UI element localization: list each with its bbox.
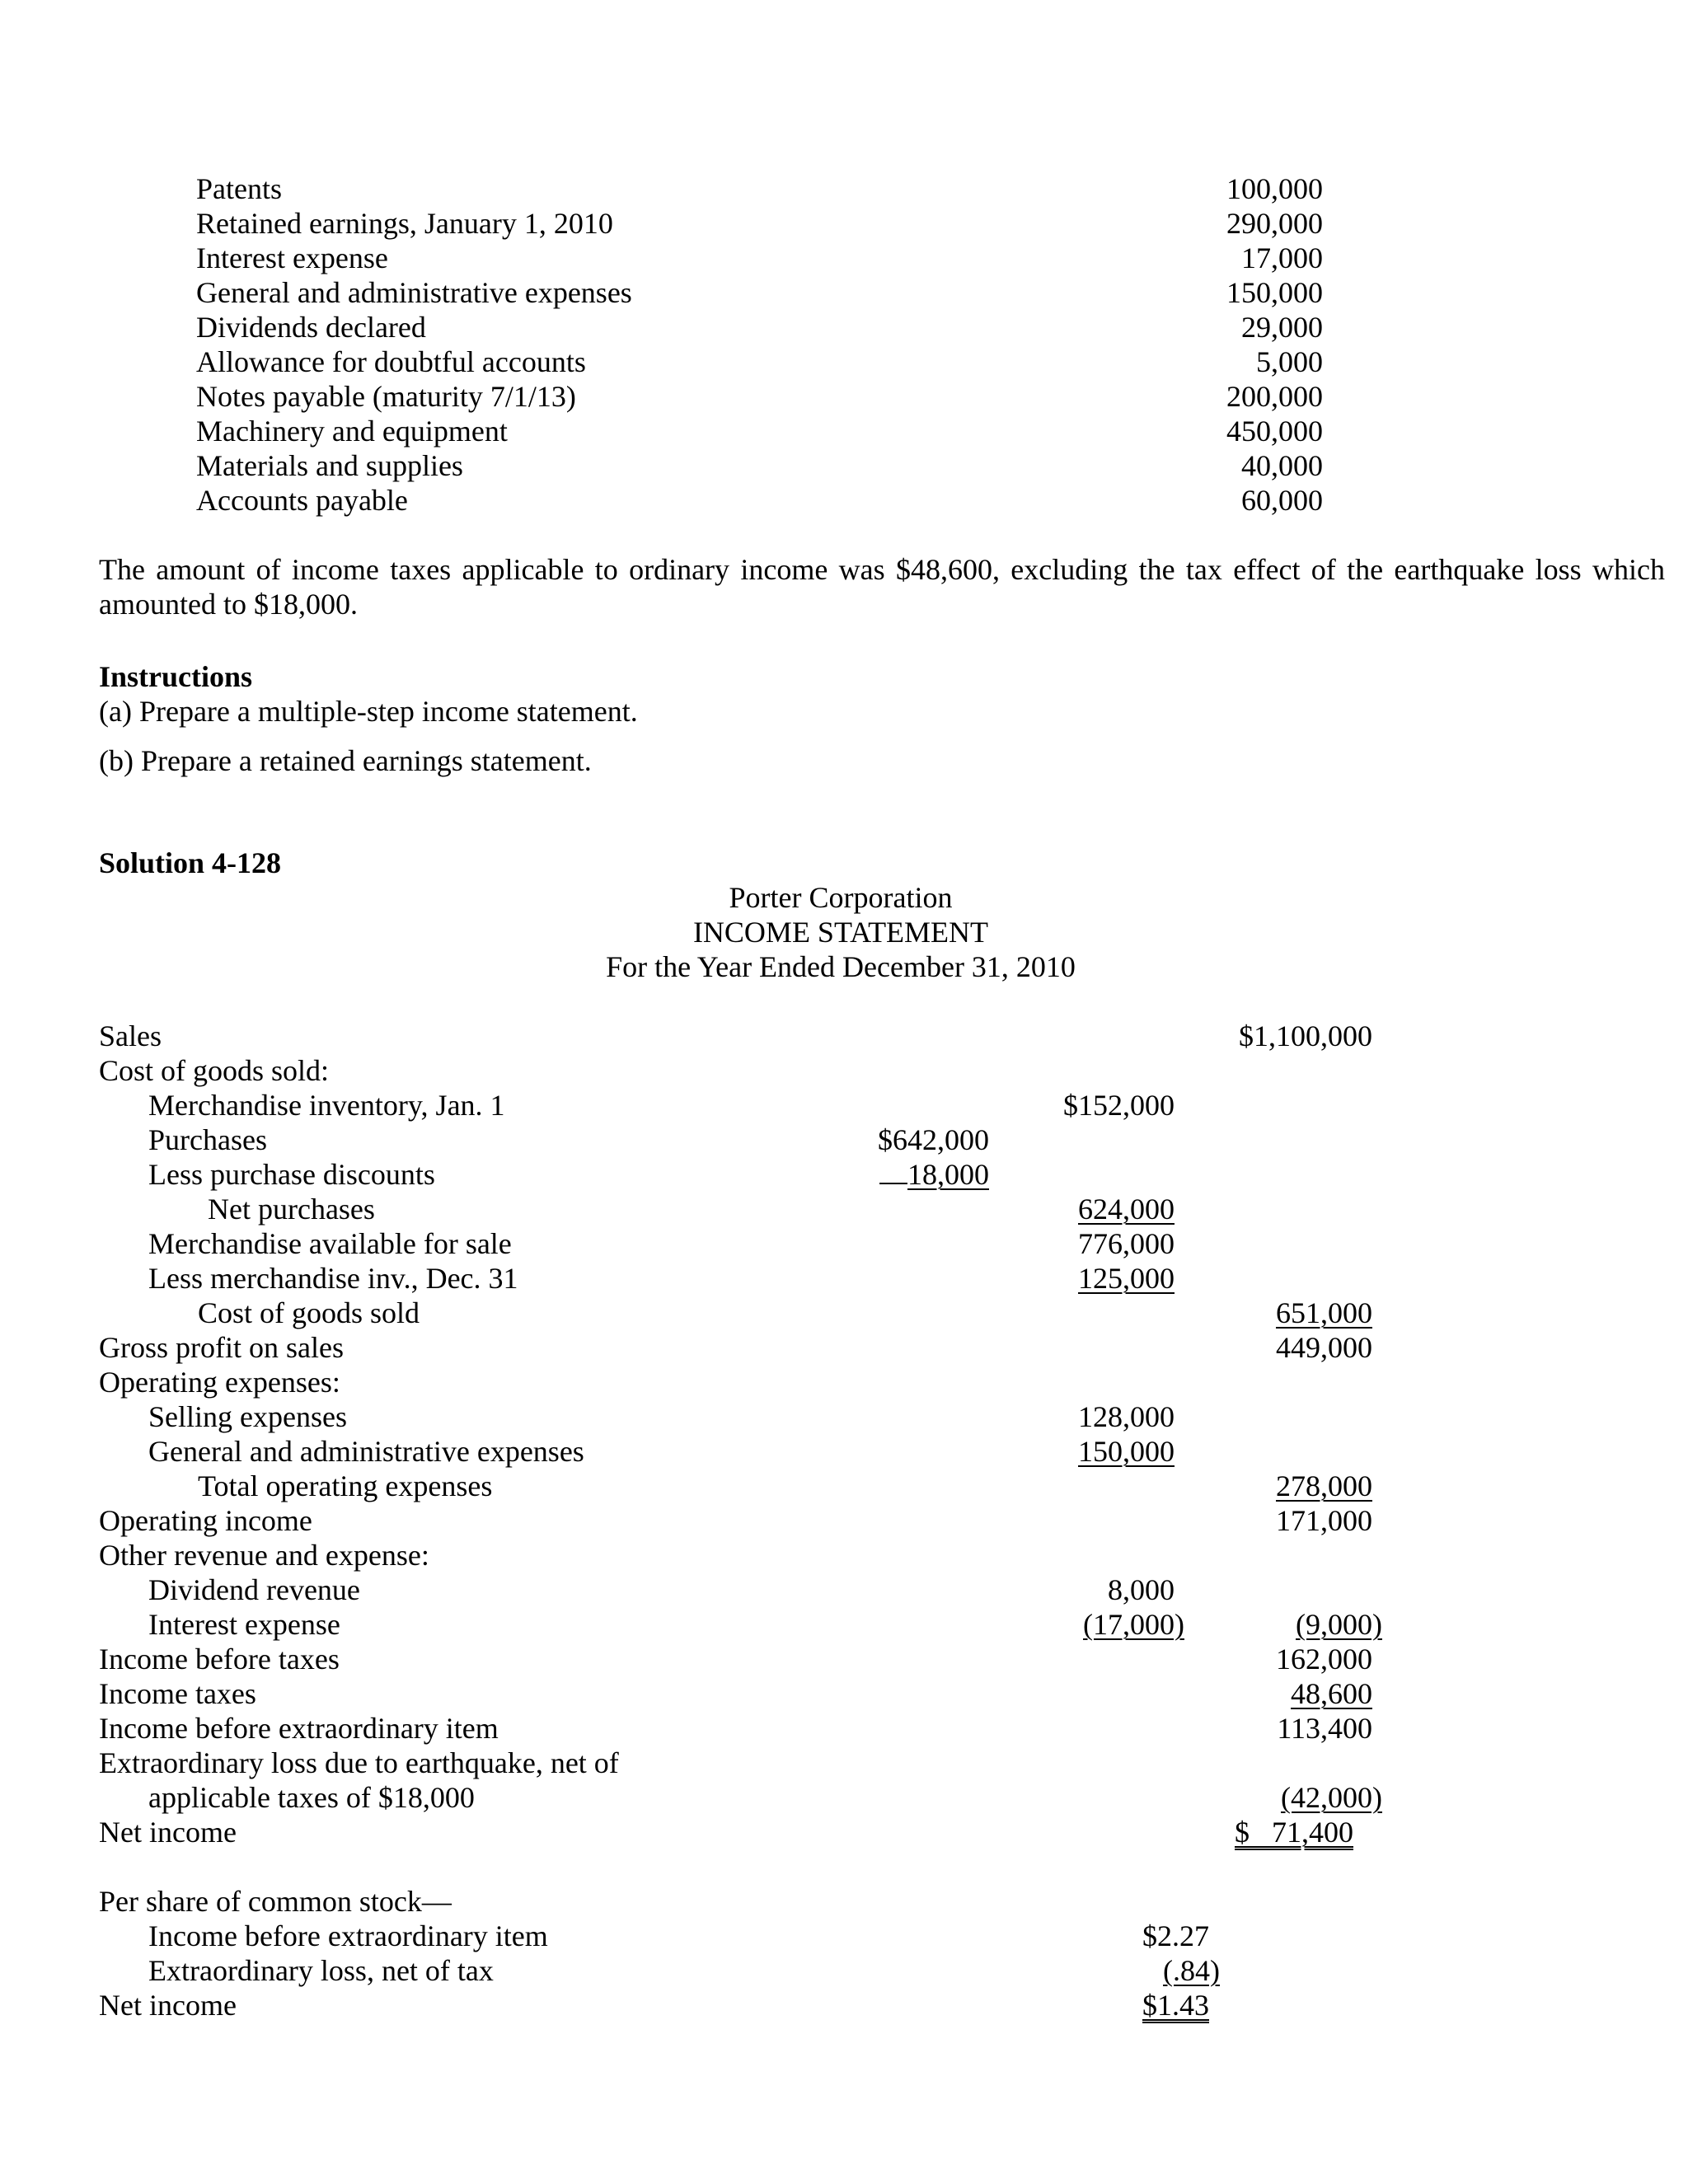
dividend-revenue-amount: 8,000 xyxy=(1108,1573,1175,1606)
account-amount: 200,000 xyxy=(1226,380,1323,413)
solution-heading: Solution 4-128 xyxy=(99,846,282,879)
total-opex-amount: 278,000 xyxy=(1276,1469,1372,1502)
sales-amount: $1,100,000 xyxy=(1239,1019,1372,1052)
g-and-a-amount: 150,000 xyxy=(1078,1435,1175,1468)
g-and-a-label: General and administrative expenses xyxy=(148,1435,584,1468)
per-share-before-extra-label: Income before extraordinary item xyxy=(148,1919,548,1952)
operating-income-label: Operating income xyxy=(99,1504,312,1537)
income-before-taxes-label: Income before taxes xyxy=(99,1643,340,1675)
account-amount: 5,000 xyxy=(1256,345,1323,378)
income-taxes-label: Income taxes xyxy=(99,1677,256,1710)
net-income-label: Net income xyxy=(99,1816,237,1849)
purchase-discounts-amount: 18,000 xyxy=(872,1157,989,1192)
inventory-dec31-amount: 125,000 xyxy=(1078,1262,1175,1295)
cogs-heading: Cost of goods sold: xyxy=(99,1054,330,1087)
purchase-discounts-label: Less purchase discounts xyxy=(148,1158,435,1191)
selling-expenses-amount: 128,000 xyxy=(1078,1400,1175,1433)
account-amount: 450,000 xyxy=(1226,415,1323,448)
extra-loss-label-line2: applicable taxes of $18,000 xyxy=(148,1781,475,1814)
net-purchases-amount: 624,000 xyxy=(1078,1193,1175,1226)
account-label: Dividends declared xyxy=(196,311,426,344)
account-amount: 17,000 xyxy=(1241,241,1323,274)
per-share-extra-loss-amount: (.84) xyxy=(1163,1954,1220,1987)
income-taxes-amount: 48,600 xyxy=(1291,1677,1372,1710)
per-share-before-extra-amount: $2.27 xyxy=(1142,1919,1209,1952)
gross-profit-amount: 449,000 xyxy=(1276,1331,1372,1364)
interest-expense-amount: (17,000) xyxy=(1083,1608,1184,1641)
account-label: Materials and supplies xyxy=(196,449,463,482)
gross-profit-label: Gross profit on sales xyxy=(99,1331,344,1364)
opex-heading: Operating expenses: xyxy=(99,1366,340,1399)
purchases-label: Purchases xyxy=(148,1123,267,1156)
account-label: General and administrative expenses xyxy=(196,276,632,309)
selling-expenses-label: Selling expenses xyxy=(148,1400,347,1433)
other-heading: Other revenue and expense: xyxy=(99,1539,429,1572)
per-share-heading: Per share of common stock— xyxy=(99,1885,452,1918)
statement-title: INCOME STATEMENT xyxy=(692,916,989,949)
cogs-total-amount: 651,000 xyxy=(1276,1296,1372,1329)
instruction-b: (b) Prepare a retained earnings statement. xyxy=(99,744,592,777)
account-amount: 290,000 xyxy=(1226,207,1323,240)
inventory-jan1-amount: $152,000 xyxy=(1063,1089,1175,1122)
income-before-extra-label: Income before extraordinary item xyxy=(99,1712,499,1745)
account-label: Accounts payable xyxy=(196,484,408,517)
available-for-sale-amount: 776,000 xyxy=(1078,1227,1175,1260)
extra-loss-amount: (42,000) xyxy=(1281,1781,1382,1814)
cogs-total-label: Cost of goods sold xyxy=(198,1296,420,1329)
instructions-heading: Instructions xyxy=(99,660,253,693)
extra-loss-label-line1: Extraordinary loss due to earthquake, net of xyxy=(99,1746,619,1779)
account-label: Interest expense xyxy=(196,241,388,274)
account-amount: 60,000 xyxy=(1241,484,1323,517)
account-label: Retained earnings, January 1, 2010 xyxy=(196,207,613,240)
account-label: Patents xyxy=(196,172,282,205)
available-for-sale-label: Merchandise available for sale xyxy=(148,1227,512,1260)
account-label: Machinery and equipment xyxy=(196,415,508,448)
net-income-amount: $ 71,400 xyxy=(1235,1816,1353,1849)
income-before-extra-amount: 113,400 xyxy=(1277,1712,1372,1745)
income-before-taxes-amount: 162,000 xyxy=(1276,1643,1372,1675)
instruction-a: (a) Prepare a multiple-step income statement. xyxy=(99,695,638,728)
dividend-revenue-label: Dividend revenue xyxy=(148,1573,360,1606)
tax-note-paragraph: The amount of income taxes applicable to ordinary income was $48,600, excluding the tax effect of the earthquake loss which amounted to $18,000. xyxy=(99,553,1665,621)
account-amount: 40,000 xyxy=(1241,449,1323,482)
account-amount: 150,000 xyxy=(1226,276,1323,309)
account-amount: 29,000 xyxy=(1241,311,1323,344)
per-share-extra-loss-label: Extraordinary loss, net of tax xyxy=(148,1954,494,1987)
interest-expense-label: Interest expense xyxy=(148,1608,340,1641)
sales-label: Sales xyxy=(99,1019,162,1052)
net-purchases-label: Net purchases xyxy=(208,1193,375,1226)
account-label: Notes payable (maturity 7/1/13) xyxy=(196,380,576,413)
operating-income-amount: 171,000 xyxy=(1276,1504,1372,1537)
inventory-jan1-label: Merchandise inventory, Jan. 1 xyxy=(148,1089,505,1122)
inventory-dec31-label: Less merchandise inv., Dec. 31 xyxy=(148,1262,518,1295)
purchases-amount: $642,000 xyxy=(878,1123,989,1156)
other-net-amount: (9,000) xyxy=(1296,1608,1382,1641)
statement-period: For the Year Ended December 31, 2010 xyxy=(606,950,1076,983)
total-opex-label: Total operating expenses xyxy=(198,1469,493,1502)
per-share-net-income-label: Net income xyxy=(99,1989,237,2022)
company-name: Porter Corporation xyxy=(729,881,953,914)
account-amount: 100,000 xyxy=(1226,172,1323,205)
per-share-net-income-amount: $1.43 xyxy=(1142,1989,1209,2022)
account-label: Allowance for doubtful accounts xyxy=(196,345,586,378)
